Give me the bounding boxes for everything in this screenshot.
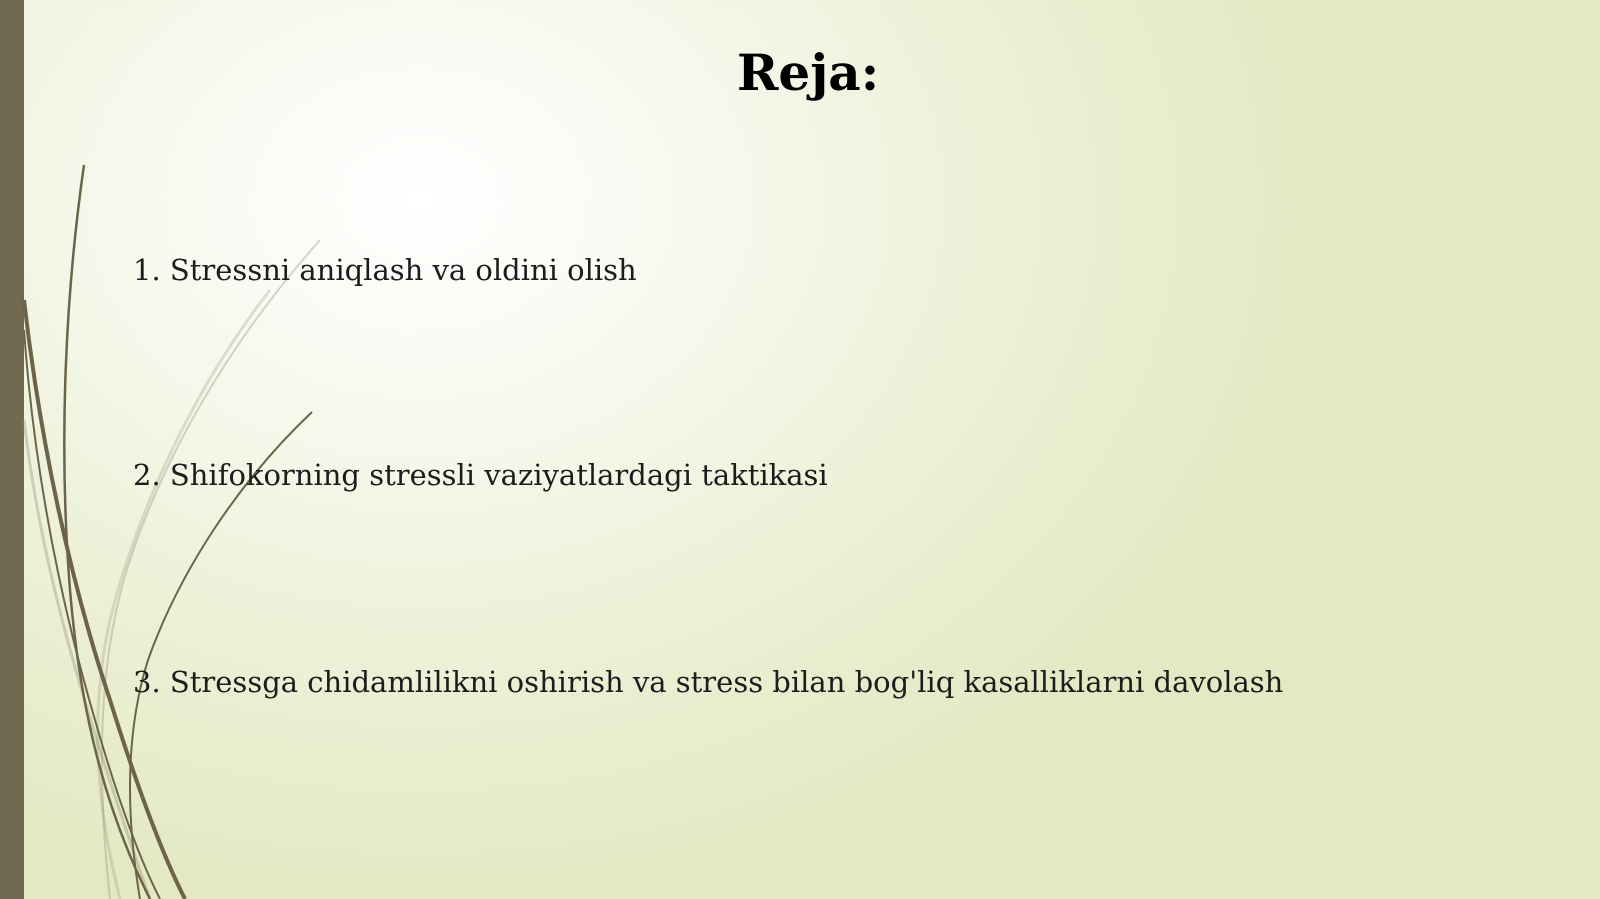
list-item: 1. Stressni aniqlash va oldini olish <box>133 253 637 287</box>
slide-title: Reja: <box>736 43 880 102</box>
list-item: 2. Shifokorning stressli vaziyatlardagi taktikasi <box>133 458 828 492</box>
list-item: 3. Stressga chidamlilikni oshirish va stress bilan bog'liq kasalliklarni davolash <box>133 665 1284 699</box>
grass-blades-icon <box>0 0 360 899</box>
